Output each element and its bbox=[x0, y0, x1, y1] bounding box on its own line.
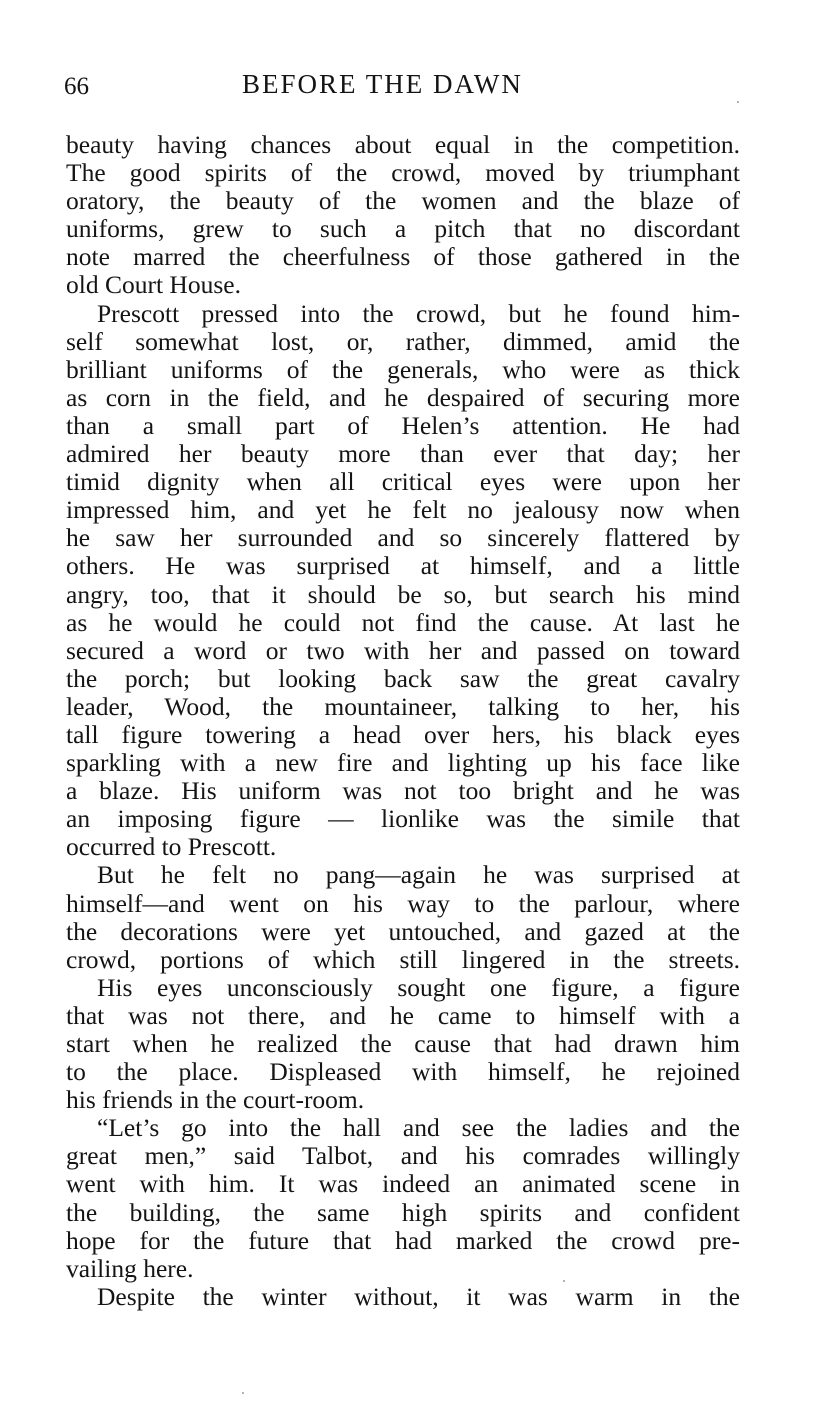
text-line: impressed him, and yet he felt no jealousy now when bbox=[66, 495, 740, 525]
text-line: The good spirits of the crowd, moved by triumphant bbox=[66, 158, 740, 188]
text-line: a blaze. His uniform was not too bright and he was bbox=[66, 776, 740, 806]
text-line: oratory, the beauty of the women and the blaze of bbox=[66, 186, 740, 216]
page-number: 66 bbox=[64, 73, 89, 100]
text-line: old Court House. bbox=[66, 270, 241, 300]
text-line: admired her beauty more than ever that day; her bbox=[66, 439, 740, 469]
text-line: that was not there, and he came to himself with a bbox=[66, 1000, 740, 1030]
text-line: brilliant uniforms of the generals, who were as thick bbox=[66, 354, 740, 384]
text-line: to the place. Displeased with himself, he rejoined bbox=[66, 1057, 740, 1087]
text-line: beauty having chances about equal in the competition. bbox=[66, 130, 740, 159]
text-line: the porch; but looking back saw the great cavalry bbox=[66, 663, 740, 693]
text-line: than a small part of Helen’s attention. He had bbox=[66, 410, 740, 440]
text-line: he saw her surrounded and so sincerely flattered by bbox=[66, 523, 740, 553]
text-line: Prescott pressed into the crowd, but he found him- bbox=[97, 298, 740, 328]
text-line: vailing here. bbox=[66, 1253, 194, 1283]
text-line: tall figure towering a head over hers, his black eyes bbox=[66, 719, 740, 749]
body-text bbox=[66, 131, 740, 1311]
text-line: self somewhat lost, or, rather, dimmed, amid the bbox=[66, 326, 740, 356]
text-line: “Let’s go into the hall and see the ladies and the bbox=[97, 1113, 740, 1143]
text-line: occurred to Prescott. bbox=[66, 832, 277, 862]
running-title: BEFORE THE DAWN bbox=[242, 69, 523, 99]
text-line: His eyes unconsciously sought one figure, a figure bbox=[97, 972, 740, 1002]
text-line: the building, the same high spirits and confident bbox=[66, 1197, 740, 1227]
text-line: others. He was surprised at himself, and a little bbox=[66, 551, 740, 581]
text-line: the decorations were yet untouched, and gazed at the bbox=[66, 916, 740, 946]
text-line: start when he realized the cause that had drawn him bbox=[66, 1029, 740, 1058]
paper-speck bbox=[242, 1392, 244, 1394]
paper-speck bbox=[563, 1280, 565, 1282]
text-line: timid dignity when all critical eyes were upon her bbox=[66, 467, 740, 497]
text-line: himself—and went on his way to the parlour, where bbox=[66, 888, 740, 918]
text-line: his friends in the court-room. bbox=[66, 1085, 365, 1115]
text-line: secured a word or two with her and passed on toward bbox=[66, 635, 740, 665]
text-line: sparkling with a new fire and lighting up his face like bbox=[66, 748, 740, 778]
text-line: crowd, portions of which still lingered in the streets. bbox=[66, 944, 740, 974]
running-head bbox=[64, 66, 740, 106]
text-line: leader, Wood, the mountaineer, talking to her, his bbox=[66, 691, 740, 721]
text-line: Despite the winter without, it was warm in the bbox=[97, 1281, 740, 1311]
text-line: uniforms, grew to such a pitch that no discordant bbox=[66, 214, 740, 244]
text-line: as he would he could not find the cause. At last he bbox=[66, 607, 740, 637]
text-line: an imposing figure — lionlike was the simile that bbox=[66, 804, 740, 834]
text-line: great men,” said Talbot, and his comrades willingly bbox=[66, 1141, 740, 1171]
text-line: as corn in the field, and he despaired of securing more bbox=[66, 382, 740, 412]
text-line: went with him. It was indeed an animated scene in bbox=[66, 1169, 740, 1199]
text-line: But he felt no pang—again he was surprised at bbox=[97, 860, 740, 890]
paper-speck bbox=[737, 101, 739, 103]
text-line: note marred the cheerfulness of those gathered in the bbox=[66, 242, 740, 272]
text-line: hope for the future that had marked the crowd pre- bbox=[66, 1225, 740, 1255]
text-line: angry, too, that it should be so, but search his mind bbox=[66, 579, 740, 609]
